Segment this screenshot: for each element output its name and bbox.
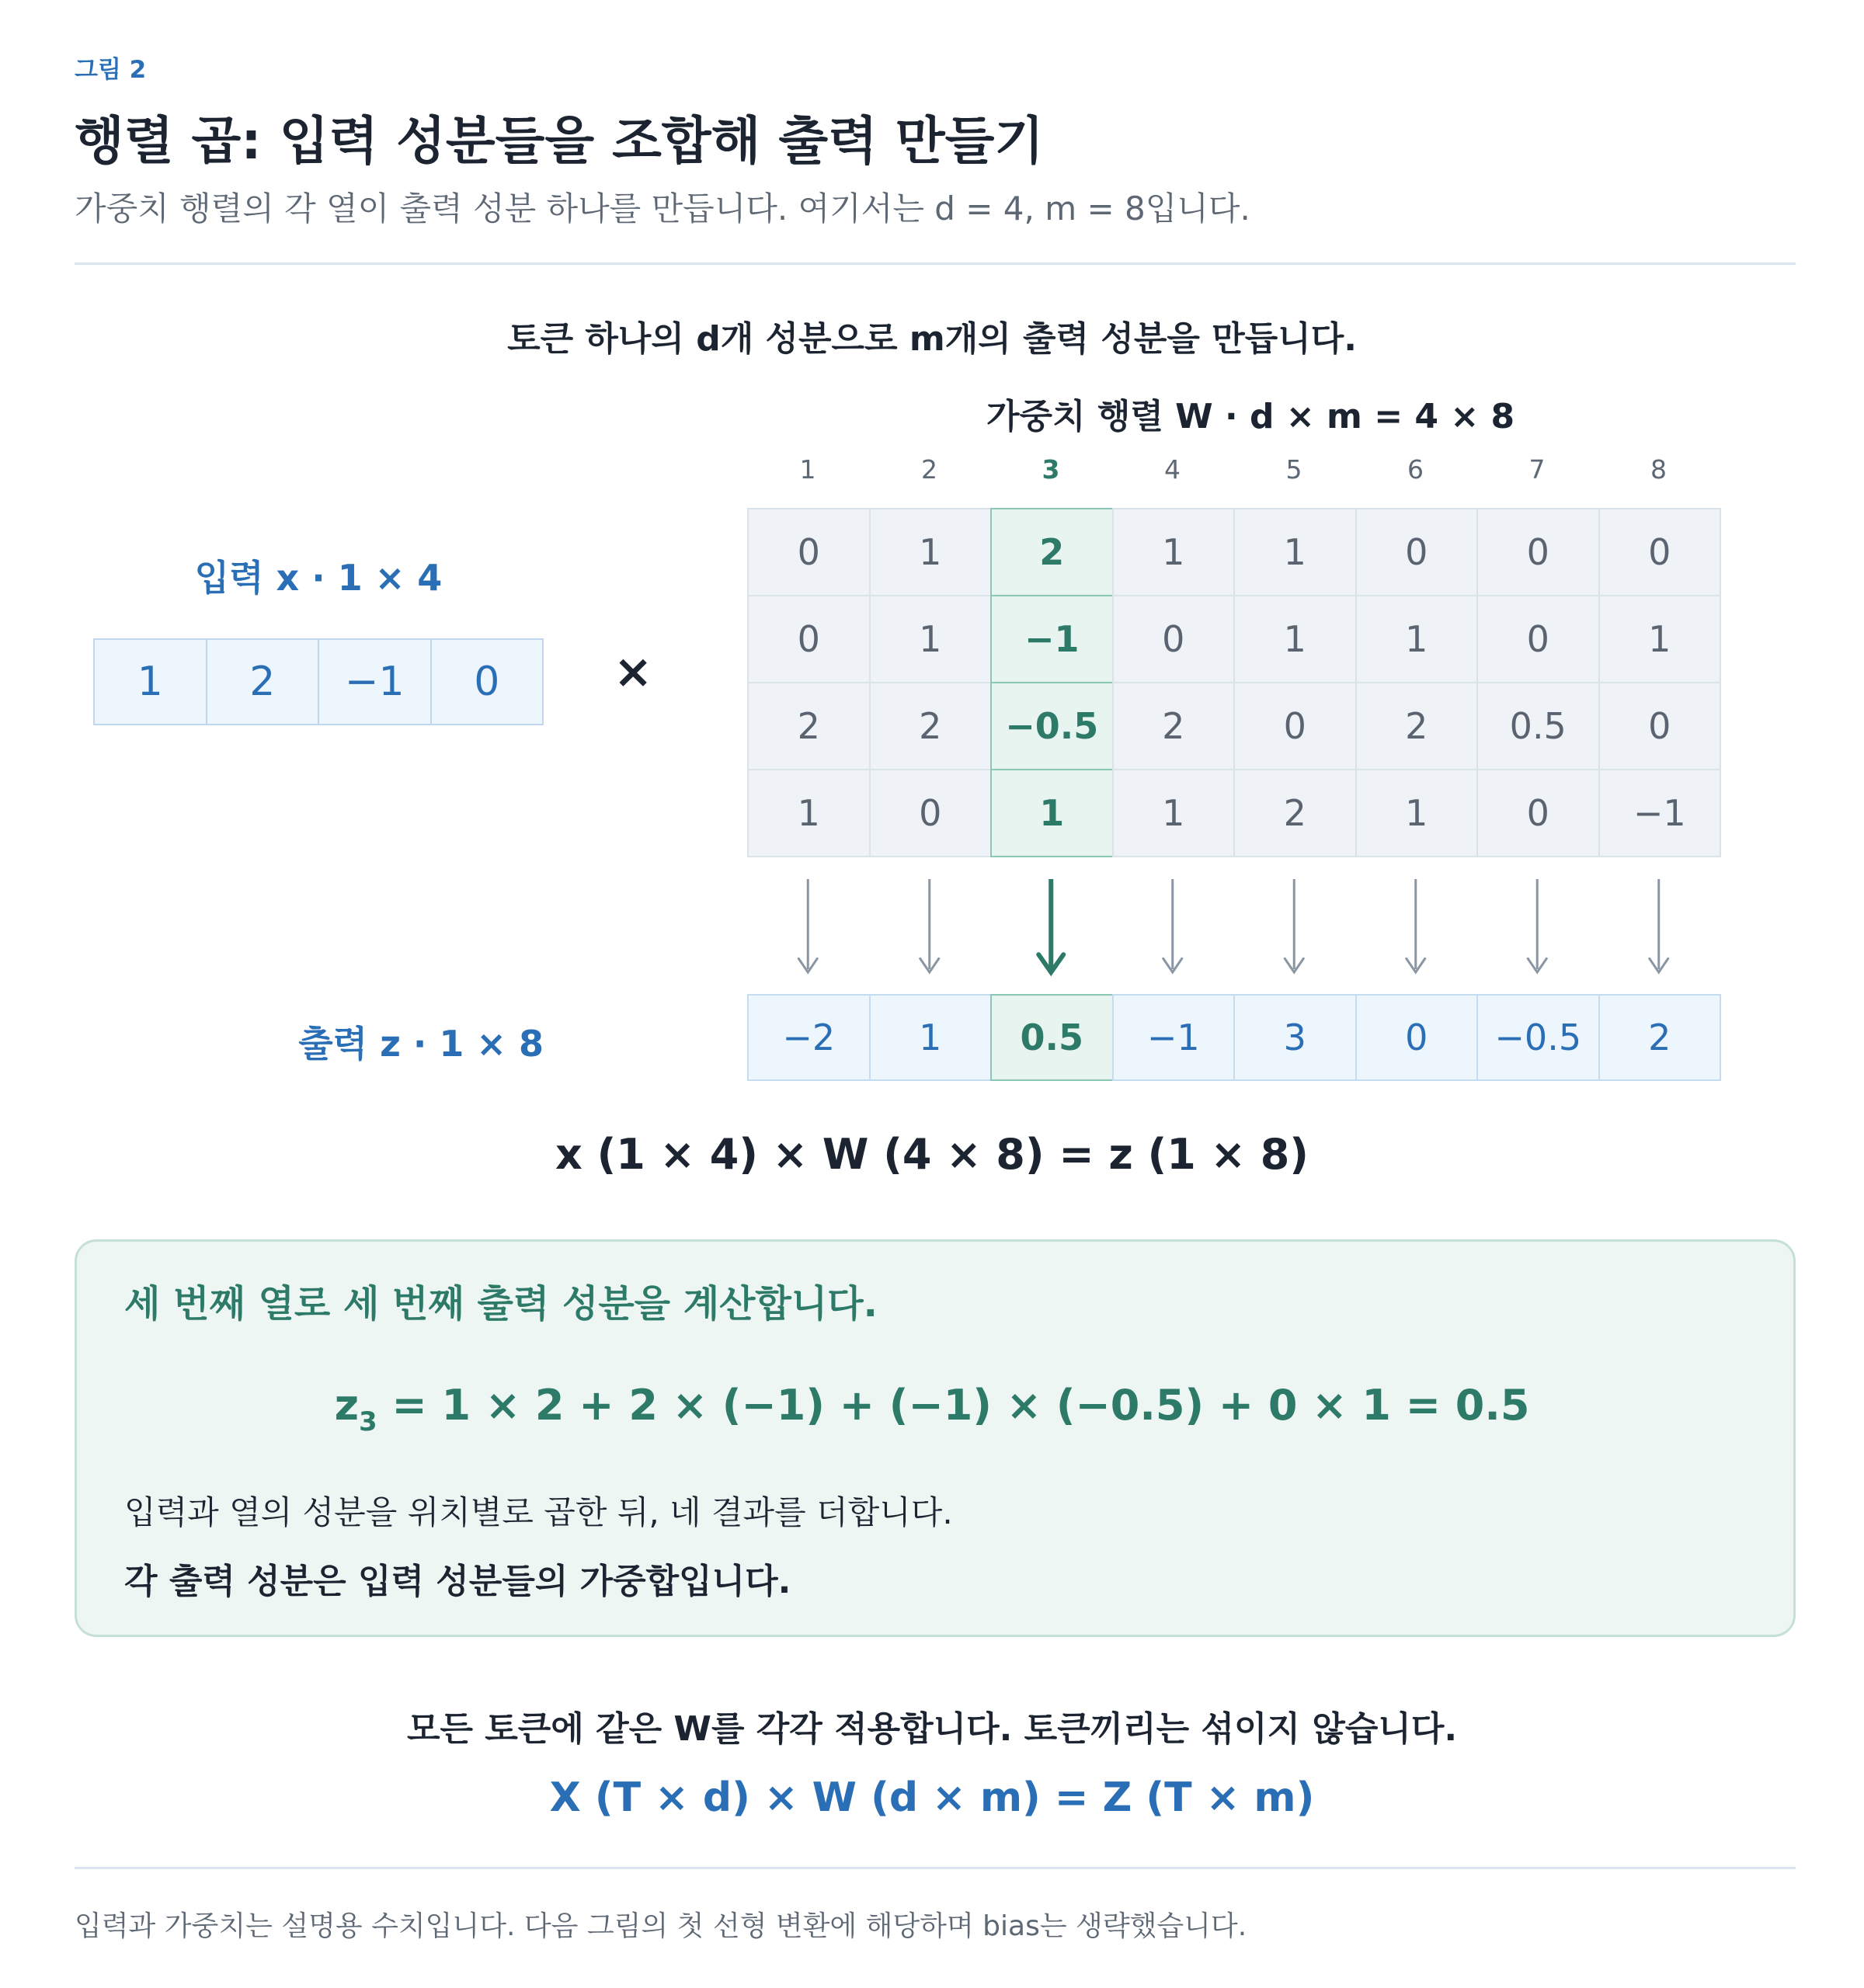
figure-label: 그림 2 (75, 56, 147, 84)
callout-emphasis: 각 출력 성분은 입력 성분들의 가중합입니다. (124, 1562, 791, 1601)
weight-cell: 1 (1598, 595, 1722, 683)
output-cell: 3 (1233, 994, 1357, 1081)
page-title: 행렬 곱: 입력 성분들을 조합해 출력 만들기 (75, 111, 1045, 171)
input-cell: 2 (206, 638, 320, 725)
weight-cell: 1 (1233, 508, 1357, 596)
weight-cell: 0 (1355, 508, 1479, 596)
output-cell: −2 (747, 994, 871, 1081)
column-index: 3 (1042, 454, 1060, 485)
equation-rhs: = 1 × 2 + 2 × (−1) + (−1) × (−0.5) + 0 × 1 = 0.5 (377, 1381, 1530, 1430)
weight-cell: 1 (869, 508, 993, 596)
weight-cell: 0 (869, 769, 993, 857)
column-index: 7 (1528, 454, 1546, 485)
weight-cell: −0.5 (990, 682, 1114, 770)
weight-cell: 0 (1476, 508, 1600, 596)
output-cell: −1 (1112, 994, 1236, 1081)
weight-cell: 2 (1233, 769, 1357, 857)
weight-cell: −1 (1598, 769, 1722, 857)
weight-cell: 0 (1476, 595, 1600, 683)
weight-cell: 1 (1233, 595, 1357, 683)
weight-cell: 0 (1476, 769, 1600, 857)
weight-cell: −1 (990, 595, 1114, 683)
weight-cell: 1 (1355, 595, 1479, 683)
batch-heading: 모든 토큰에 같은 W를 각각 적용합니다. 토큰끼리는 섞이지 않습니다. (406, 1709, 1458, 1749)
down-arrow (1650, 879, 1668, 972)
bottom-divider (75, 1867, 1796, 1869)
output-cell: 0 (1355, 994, 1479, 1081)
input-label: 입력 x · 1 × 4 (194, 557, 443, 599)
weight-cell: 0 (747, 595, 871, 683)
callout-body: 입력과 열의 성분을 위치별로 곱한 뒤, 네 결과를 더합니다. (124, 1493, 953, 1531)
down-arrow (798, 879, 817, 972)
down-arrow (1285, 879, 1303, 972)
column-index: 6 (1407, 454, 1424, 485)
callout-equation (0, 1381, 1864, 1437)
down-arrow (1528, 879, 1546, 972)
weight-cell: 0 (747, 508, 871, 596)
weight-cell: 1 (1355, 769, 1479, 857)
down-arrow (920, 879, 939, 972)
output-label: 출력 z · 1 × 8 (298, 1023, 544, 1065)
batch-equation: X (T × d) × W (d × m) = Z (T × m) (549, 1774, 1315, 1821)
weight-cell: 1 (1112, 769, 1236, 857)
weight-cell: 2 (747, 682, 871, 770)
highlight-arrow (1038, 879, 1063, 972)
weight-cell: 0 (1598, 508, 1722, 596)
page-subtitle: 가중치 행렬의 각 열이 출력 성분 하나를 만듭니다. 여기서는 d = 4, m = 8입니다. (75, 189, 1250, 228)
input-cell: −1 (318, 638, 432, 725)
footnote: 입력과 가중치는 설명용 수치입니다. 다음 그림의 첫 선형 변환에 해당하며 bias는 생략했습니다. (75, 1910, 1247, 1942)
weight-cell: 1 (990, 769, 1114, 857)
column-index: 5 (1285, 454, 1302, 485)
equation-subscript: 3 (359, 1406, 377, 1437)
weight-cell: 0 (1112, 595, 1236, 683)
callout-title: 세 번째 열로 세 번째 출력 성분을 계산합니다. (124, 1282, 878, 1326)
input-cell: 0 (430, 638, 544, 725)
weight-cell: 1 (747, 769, 871, 857)
down-arrow (1407, 879, 1425, 972)
weight-cell: 0 (1233, 682, 1357, 770)
column-index: 2 (921, 454, 937, 485)
weight-cell: 1 (869, 595, 993, 683)
weight-cell: 2 (990, 508, 1114, 596)
weight-cell: 1 (1112, 508, 1236, 596)
shape-equation: x (1 × 4) × W (4 × 8) = z (1 × 8) (555, 1130, 1309, 1179)
input-cell: 1 (93, 638, 207, 725)
output-cell: 2 (1598, 994, 1722, 1081)
down-arrow (1163, 879, 1182, 972)
column-index: 1 (799, 454, 816, 485)
section-heading: 토큰 하나의 d개 성분으로 m개의 출력 성분을 만듭니다. (507, 319, 1357, 359)
weight-cell: 0 (1598, 682, 1722, 770)
weight-cell: 2 (1355, 682, 1479, 770)
weight-cell: 2 (869, 682, 993, 770)
multiply-symbol: × (614, 645, 653, 699)
weight-cell: 0.5 (1476, 682, 1600, 770)
column-index: 4 (1164, 454, 1181, 485)
output-cell: −0.5 (1476, 994, 1600, 1081)
output-cell: 0.5 (990, 994, 1114, 1081)
output-cell: 1 (869, 994, 993, 1081)
equation-variable: z (334, 1381, 359, 1430)
weight-cell: 2 (1112, 682, 1236, 770)
column-index: 8 (1650, 454, 1667, 485)
weight-matrix-title: 가중치 행렬 W · d × m = 4 × 8 (986, 397, 1515, 436)
